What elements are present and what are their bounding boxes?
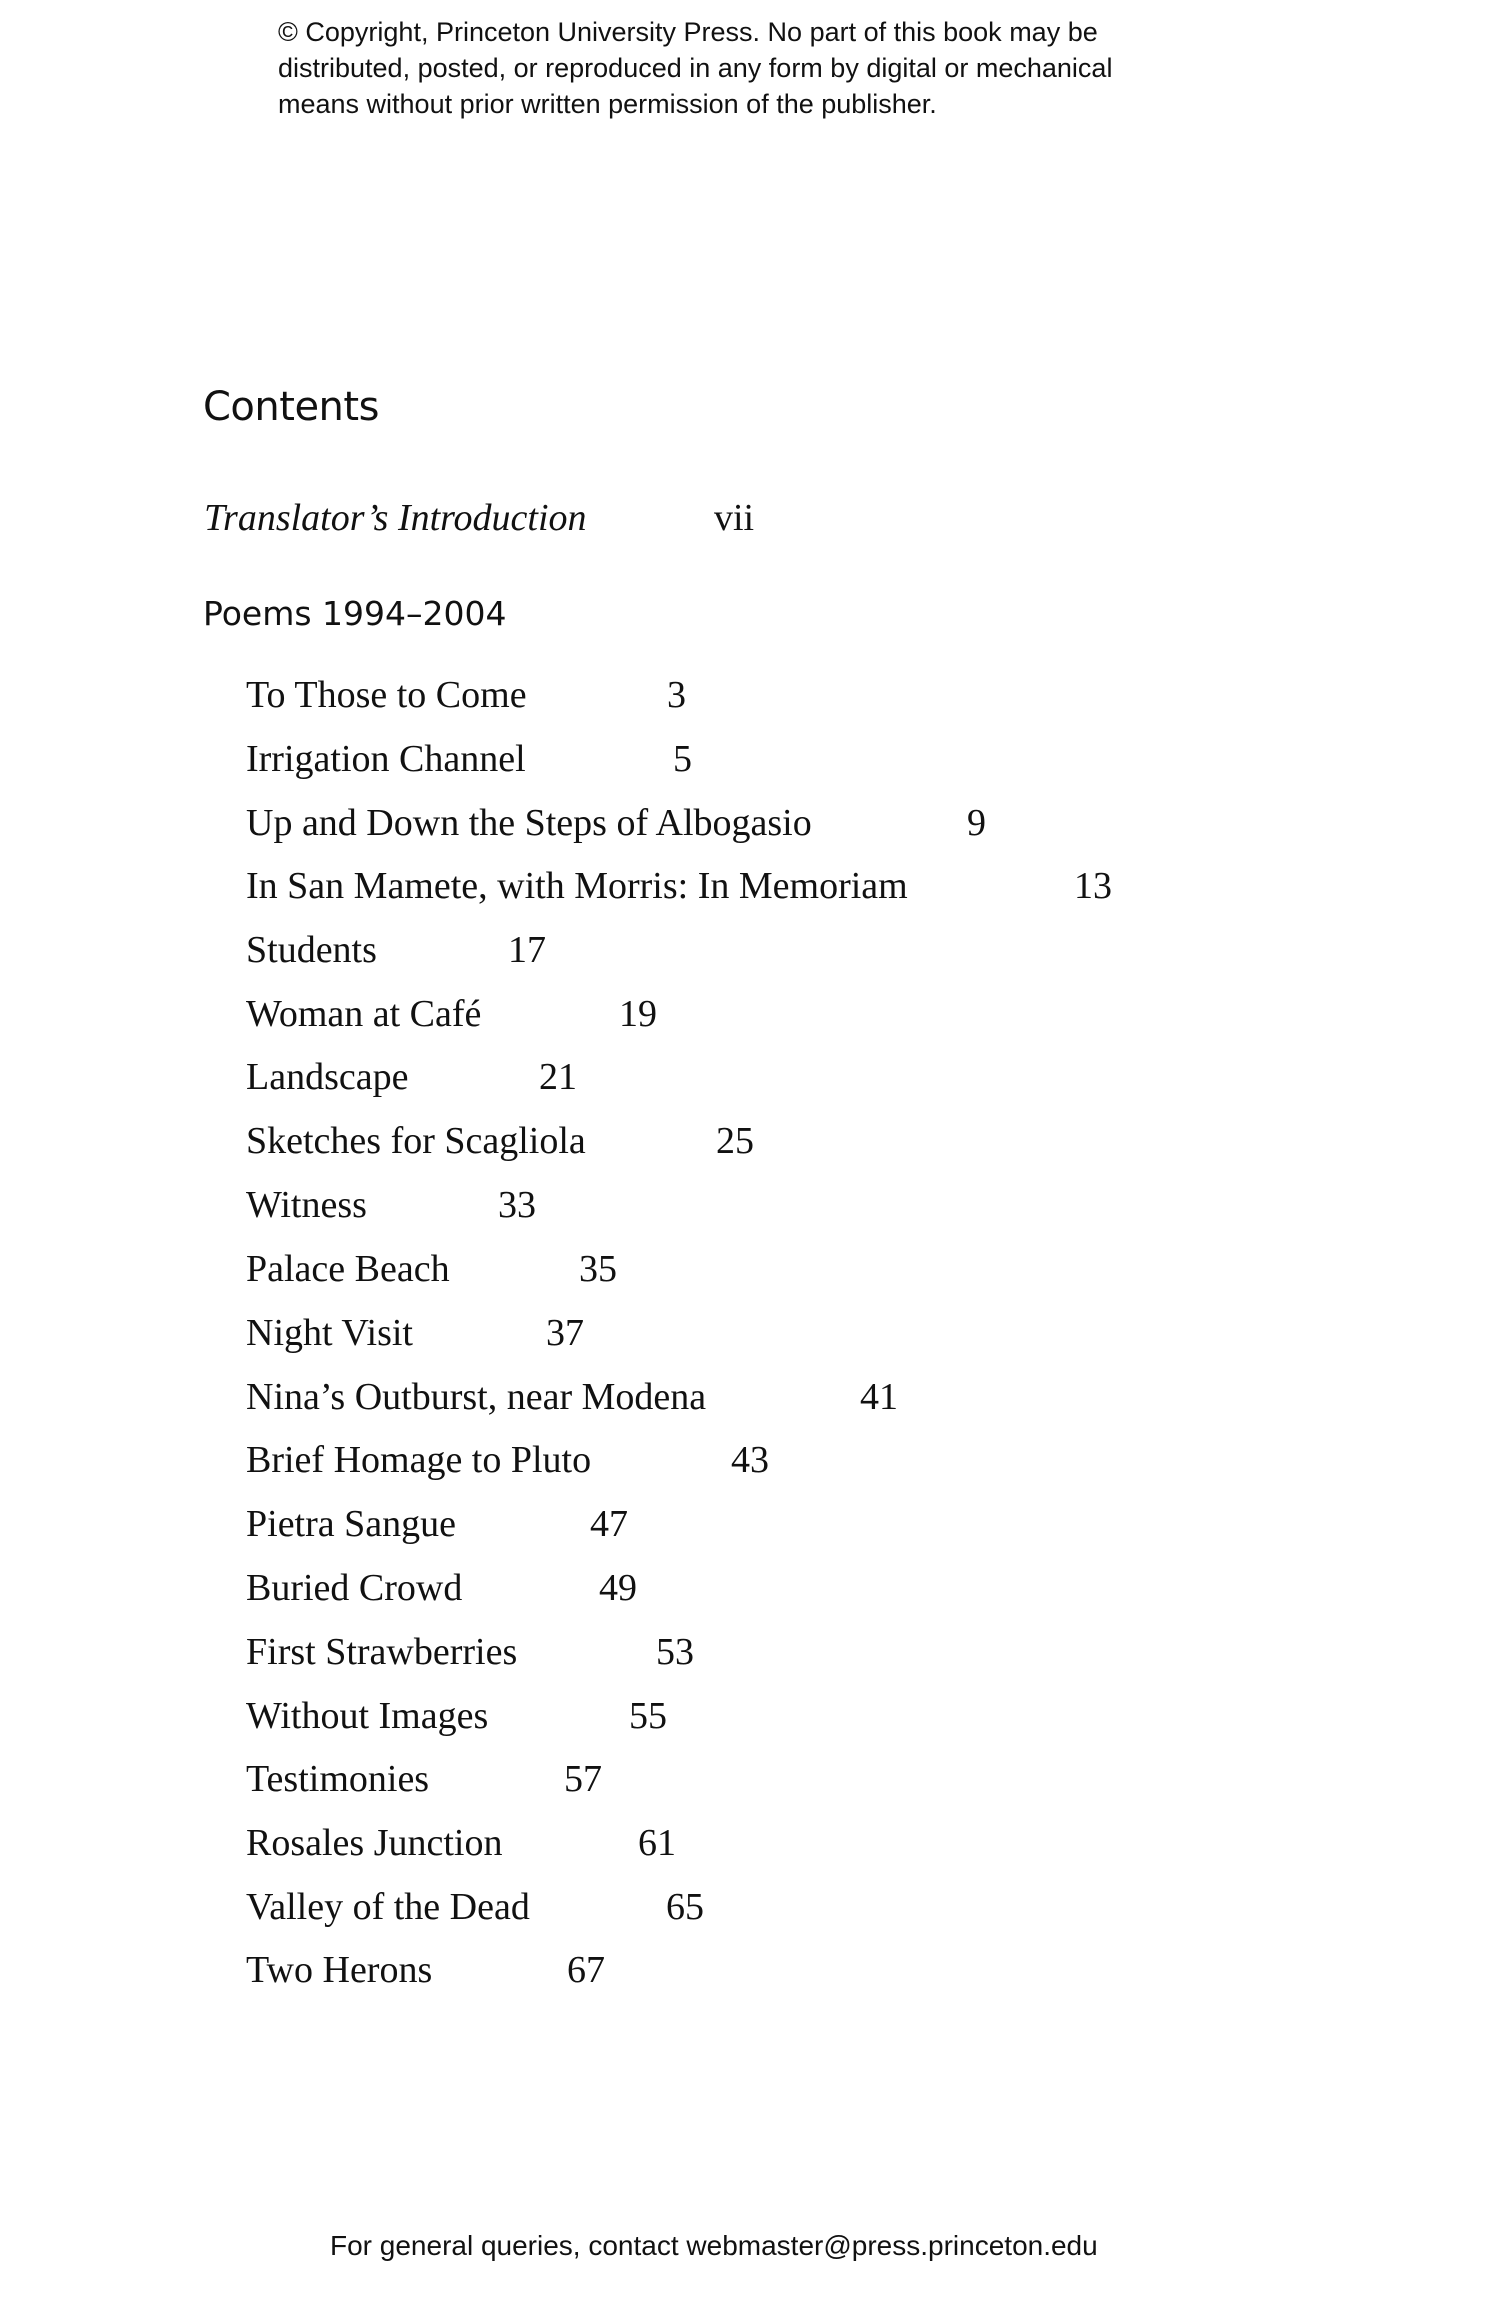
toc-introduction-page: vii xyxy=(714,497,755,539)
toc-section-title: Poems 1994–2004 xyxy=(203,594,507,633)
toc-entry-page: 49 xyxy=(599,1567,637,1609)
toc-entry-page: 41 xyxy=(860,1376,898,1418)
toc-entry-title: Testimonies xyxy=(246,1758,430,1800)
toc-entry-title: To Those to Come xyxy=(246,674,527,716)
toc-entry-title: Students xyxy=(246,929,377,971)
toc-entry-title: Irrigation Channel xyxy=(246,738,526,780)
toc-entry xyxy=(246,928,546,978)
toc-entry-title: Brief Homage to Pluto xyxy=(246,1439,592,1481)
toc-entry-page: 19 xyxy=(619,993,657,1035)
toc-entry xyxy=(246,1821,676,1871)
toc-entry-title: Pietra Sangue xyxy=(246,1503,457,1545)
toc-entry-page: 65 xyxy=(666,1886,704,1928)
toc-entry xyxy=(246,1948,605,1998)
toc-entry xyxy=(246,1630,694,1680)
toc-entry-title: Witness xyxy=(246,1184,367,1226)
toc-entry-page: 55 xyxy=(629,1695,667,1737)
copyright-line: © Copyright, Princeton University Press. No part of this book may be xyxy=(278,17,1098,47)
toc-entry xyxy=(246,1055,577,1105)
toc-entry-page: 47 xyxy=(590,1503,628,1545)
toc-entry-page: 21 xyxy=(539,1056,577,1098)
toc-entry-page: 37 xyxy=(546,1312,584,1354)
toc-entry-page: 17 xyxy=(508,929,546,971)
toc-entry xyxy=(246,1566,637,1616)
toc-entry xyxy=(246,1757,602,1807)
toc-entry xyxy=(246,673,686,723)
toc-entry xyxy=(246,1502,628,1552)
toc-entry xyxy=(246,1375,898,1425)
toc-entry xyxy=(246,1694,667,1744)
toc-entry-title: Buried Crowd xyxy=(246,1567,463,1609)
toc-entry-title: Sketches for Scagliola xyxy=(246,1120,586,1162)
copyright-line: means without prior written permission of the publisher. xyxy=(278,89,937,119)
copyright-line: distributed, posted, or reproduced in any form by digital or mechanical xyxy=(278,53,1113,83)
toc-entry-title: Woman at Café xyxy=(246,993,482,1035)
toc-entry-title: Valley of the Dead xyxy=(246,1886,530,1928)
toc-entry xyxy=(246,1438,769,1488)
toc-entry-page: 33 xyxy=(498,1184,536,1226)
toc-entry-title: Night Visit xyxy=(246,1312,413,1354)
toc-entry xyxy=(246,1247,617,1297)
toc-entry xyxy=(246,1183,536,1233)
toc-entry-page: 5 xyxy=(673,738,692,780)
toc-entry-title: Palace Beach xyxy=(246,1248,450,1290)
toc-entry-page: 61 xyxy=(638,1822,676,1864)
toc-entry-title: In San Mamete, with Morris: In Memoriam xyxy=(246,865,908,907)
toc-entry xyxy=(246,801,986,851)
toc-introduction-title: Translator’s Introduction xyxy=(204,497,587,539)
toc-entry-title: Without Images xyxy=(246,1695,489,1737)
toc-entry-page: 57 xyxy=(564,1758,602,1800)
toc-entry xyxy=(246,1311,584,1361)
toc-entry-page: 3 xyxy=(667,674,686,716)
toc-entry-title: Rosales Junction xyxy=(246,1822,503,1864)
footer-contact: For general queries, contact webmaster@press.princeton.edu xyxy=(330,2230,1098,2261)
toc-entry-title: Up and Down the Steps of Albogasio xyxy=(246,802,812,844)
toc-entry-page: 53 xyxy=(656,1631,694,1673)
page-title: Contents xyxy=(203,384,379,430)
toc-entry xyxy=(246,992,657,1042)
toc-entry-page: 43 xyxy=(731,1439,769,1481)
toc-entry-title: Two Herons xyxy=(246,1949,433,1991)
toc-entry-page: 67 xyxy=(567,1949,605,1991)
toc-entry-page: 35 xyxy=(579,1248,617,1290)
toc-entry-page: 9 xyxy=(967,802,986,844)
toc-entry-page: 13 xyxy=(1074,865,1112,907)
toc-entry xyxy=(246,1119,754,1169)
toc-entry xyxy=(246,737,692,787)
toc-entry-title: Landscape xyxy=(246,1056,409,1098)
toc-entry-title: First Strawberries xyxy=(246,1631,518,1673)
toc-entry xyxy=(246,864,1112,914)
copyright-notice xyxy=(278,14,1258,122)
toc-entry-title: Nina’s Outburst, near Modena xyxy=(246,1376,707,1418)
toc-entry xyxy=(246,1885,704,1935)
toc-entry-page: 25 xyxy=(716,1120,754,1162)
